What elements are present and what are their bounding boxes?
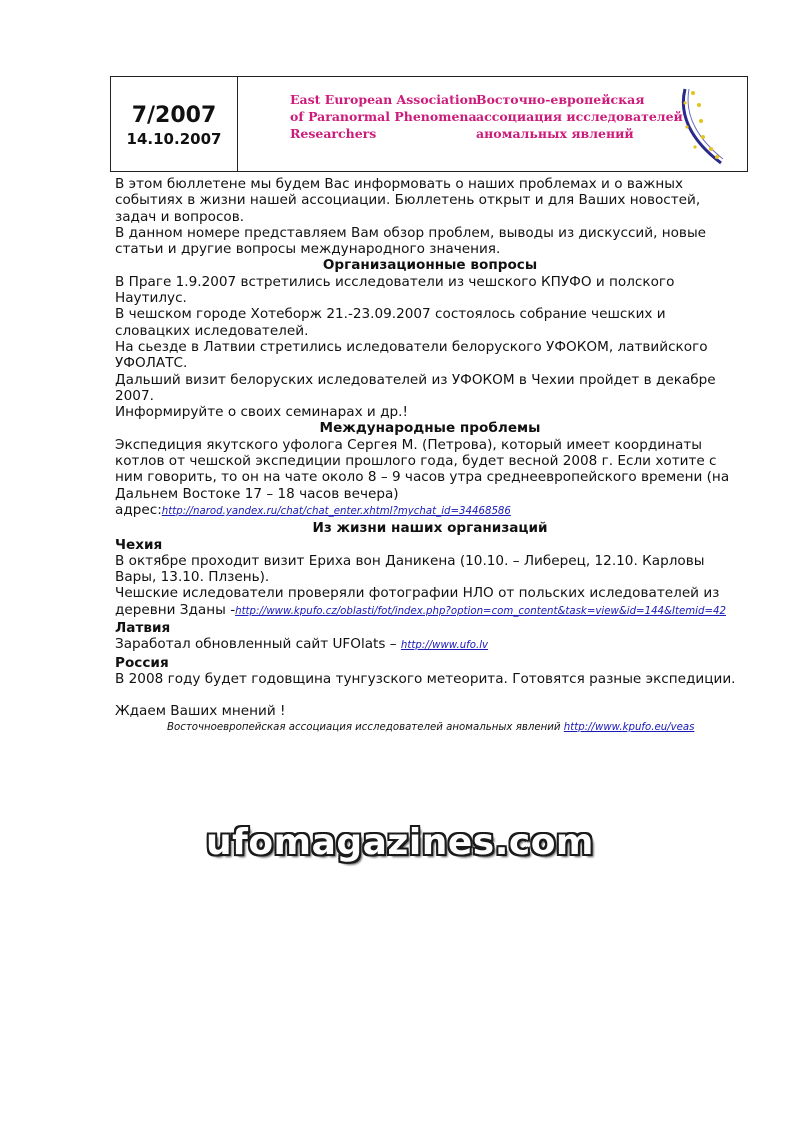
association-banner <box>238 77 747 171</box>
bulletin-body <box>115 176 745 736</box>
section-title-intl: Международные проблемы <box>319 420 541 437</box>
russia-paragraph: В 2008 году будет годовщина тунгузского метеорита. Готовятся разные экспедиции. <box>115 670 736 687</box>
kpufo-photo-link[interactable]: http://www.kpufo.cz/oblasti/fot/index.php?option=com_content&task=view&id=144&Itemid=42 <box>235 605 726 617</box>
footer-line: Восточноевропейская ассоциация исследователей аномальных явлений http://www.kpufo.eu/veas <box>167 721 695 733</box>
czech-paragraph: В октябре проходит визит Ериха вон Даникена (10.10. – Либерец, 12.10. Карловы Вары, 13.10. Плзень). <box>115 552 705 586</box>
issue-date: 14.10.2007 <box>126 130 222 148</box>
section-title-life: Из жизни наших организаций <box>312 520 548 537</box>
issue-cell <box>111 77 238 171</box>
bulletin-header <box>110 76 748 172</box>
association-name-ru: Восточно-европейская ассоциация исследователей аномальных явлений <box>476 92 683 141</box>
intro-paragraph: В данном номере представляем Вам обзор проблем, выводы из дискуссий, новые статьи и другие вопросы международного значения. <box>115 224 707 258</box>
org-paragraph: Дальший визит белоруских иследователей из УФОКОМ в Чехии пройдет в декабре 2007. <box>115 371 716 404</box>
section-title-org: Организационные вопросы <box>322 257 538 274</box>
issue-number: 7/2007 <box>131 103 217 128</box>
veas-link[interactable]: http://www.kpufo.eu/veas <box>563 721 695 733</box>
subsection-title-russia: Россия <box>115 654 169 671</box>
intro-paragraph: В этом бюллетене мы будем Вас информовать о наших проблемах и о важных событиях в жизни нашей ассоциации. Бюллетень открыт и для Ваших новостей, задач и вопросов. <box>115 176 701 225</box>
intl-paragraph: Экспедиция якутского уфолога Сергея М. (Петрова), который имеет координаты котлов от чешской экспедиции прошлого года, будет весной 2008 г. Если хотите с ним говорить, то он на чате около 8 – 9 часов утра среднеевропейского времени (на Дальнем Востоке 17 – 18 часов вечера) <box>115 436 730 502</box>
comet-logo-icon <box>673 83 729 167</box>
watermark: ufomagazines.com <box>206 822 594 863</box>
org-paragraph: Информируйте о своих семинарах и др.! <box>115 404 408 421</box>
association-name-en: East European Association of Paranormal Phenomena Researchers <box>290 92 478 141</box>
ufolv-link[interactable]: http://www.ufo.lv <box>400 640 489 652</box>
closing-text: Ждаем Ваших мнений ! <box>115 703 286 720</box>
org-paragraph: В чешском городе Хотеборж 21.-23.09.2007 состоялось собрание чешских и словацких иследователей. <box>115 306 666 339</box>
czech-paragraph-photos: Чешские иследователи проверяли фотографии НЛО от польских иследователей из деревни Зданы -http://www.kpufo.cz/oblasti/fot/index.php?option=com_content&task=view&id=144&Itemid=42 <box>115 585 726 618</box>
address-label: адрес: <box>115 501 162 518</box>
latvia-paragraph: Заработал обновленный сайт UFOlats – http://www.ufo.lv <box>115 636 489 653</box>
subsection-title-czech: Чехия <box>115 536 163 553</box>
address-line <box>115 502 745 520</box>
org-paragraph: В Праге 1.9.2007 встретились исследователи из чешского КПУФО и полского Наутилус. <box>115 273 675 307</box>
org-paragraph: На сьезде в Латвии стретились иследователи белоруского УФОКОМ, латвийского УФОЛАТС. <box>115 338 708 372</box>
chat-link[interactable]: http://narod.yandex.ru/chat/chat_enter.xhtml?mychat_id=34468586 <box>161 505 511 517</box>
subsection-title-latvia: Латвия <box>115 620 171 637</box>
